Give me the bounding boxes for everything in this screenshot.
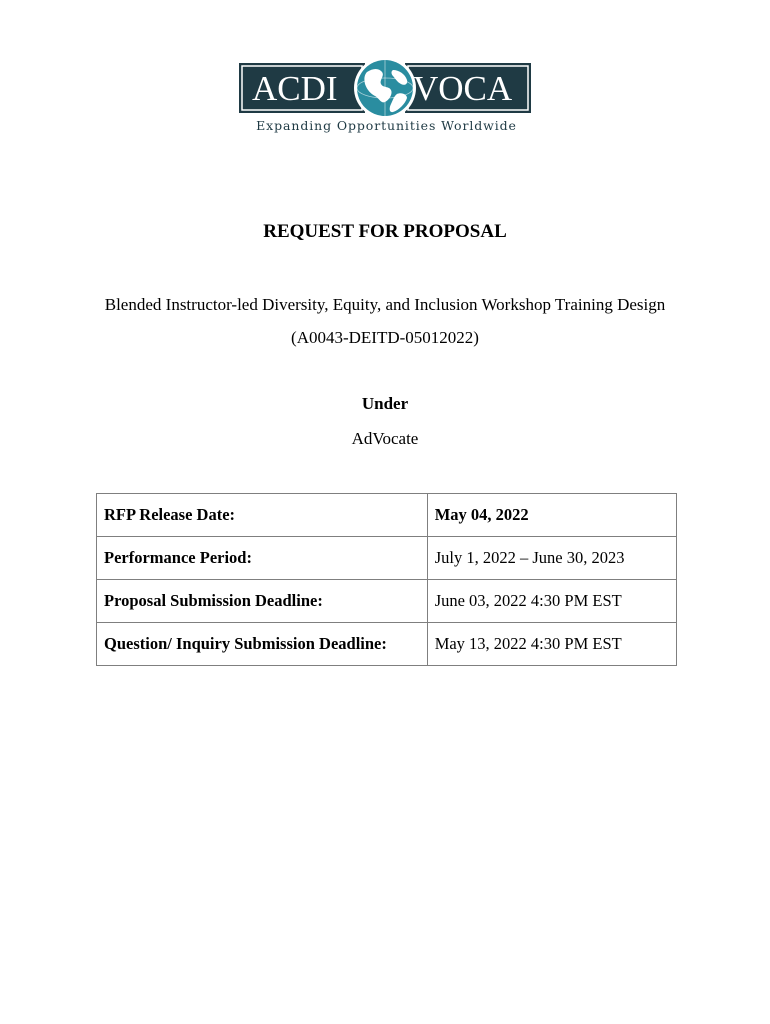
reference-code: (A0043-DEITD-05012022) <box>291 328 479 347</box>
row-label-inquiry-deadline: Question/ Inquiry Submission Deadline: <box>97 623 428 666</box>
table-row <box>97 494 677 537</box>
row-label-release-date: RFP Release Date: <box>97 494 428 537</box>
row-value-performance-period: July 1, 2022 – June 30, 2023 <box>427 537 676 580</box>
logo-word-voca: VOCA <box>413 69 513 108</box>
row-label-performance-period: Performance Period: <box>97 537 428 580</box>
row-value-inquiry-deadline: May 13, 2022 4:30 PM EST <box>427 623 676 666</box>
table-row <box>97 537 677 580</box>
row-value-release-date: May 04, 2022 <box>427 494 676 537</box>
row-value-proposal-deadline: June 03, 2022 4:30 PM EST <box>427 580 676 623</box>
logo-word-acdi: ACDI <box>252 69 338 108</box>
row-label-proposal-deadline: Proposal Submission Deadline: <box>97 580 428 623</box>
table-row <box>97 580 677 623</box>
under-label: Under <box>361 394 409 413</box>
logo-tagline: Expanding Opportunities Worldwide <box>256 118 517 133</box>
document-title: REQUEST FOR PROPOSAL <box>263 221 507 242</box>
acdi-voca-logo <box>239 56 531 140</box>
program-name: AdVocate <box>351 429 419 448</box>
globe-icon <box>354 57 416 119</box>
document-subtitle: Blended Instructor-led Diversity, Equity, and Inclusion Workshop Training Design <box>104 295 666 314</box>
table-row <box>97 623 677 666</box>
schedule-table <box>96 493 677 666</box>
